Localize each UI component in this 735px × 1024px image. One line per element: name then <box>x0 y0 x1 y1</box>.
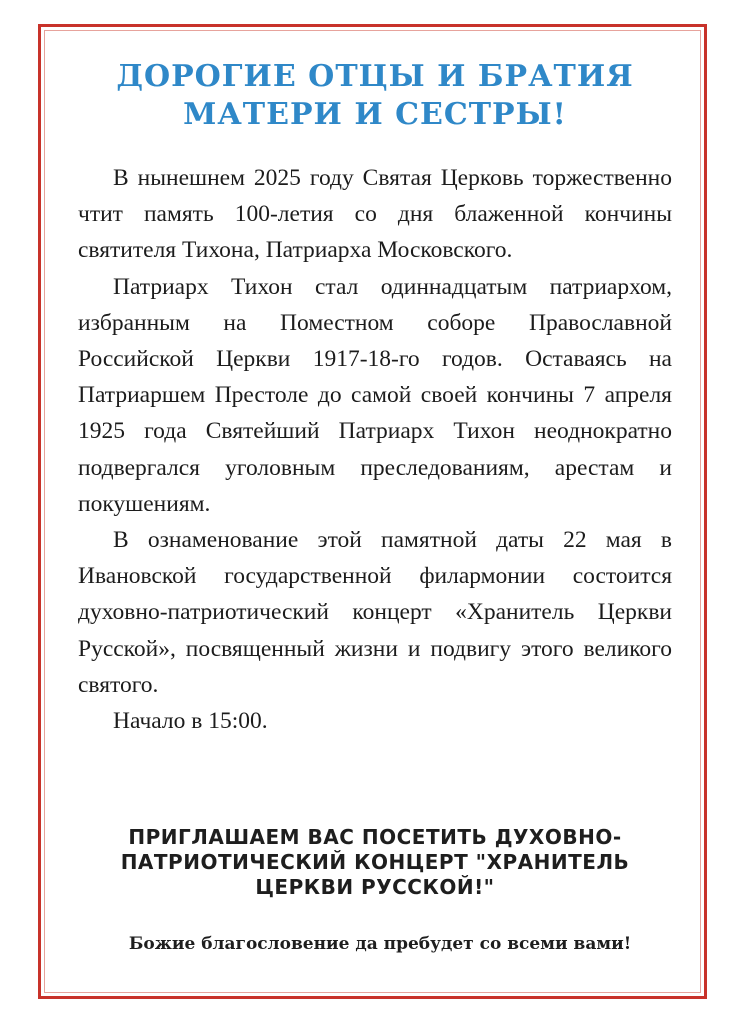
paragraph-concert-announcement: В ознаменование этой памятной даты 22 мая в Ивановской государственной филармонии состоится духовно-патриотический концерт «Хранитель Церкви Русской», посвященный жизни и подвигу этого великого святого. <box>78 527 672 698</box>
closing-blessing: Божие благословение да пребудет со всеми вами! <box>128 934 632 954</box>
concert-invitation: ПРИГЛАШАЕМ ВАС ПОСЕТИТЬ ДУХОВНО-ПАТРИОТИЧЕСКИЙ КОНЦЕРТ "ХРАНИТЕЛЬ ЦЕРКВИ РУССКОЙ!" <box>120 825 630 899</box>
paragraph-start-time: Начало в 15:00. <box>113 708 268 735</box>
greeting-heading-line-1: ДОРОГИЕ ОТЦЫ И БРАТИЯ <box>116 59 634 94</box>
greeting-heading-line-2: МАТЕРИ И СЕСТРЫ! <box>183 97 567 132</box>
paragraph-anniversary: В нынешнем 2025 году Святая Церковь торжественно чтит память 100-летия со дня блаженной кончины святителя Тихона, Патриарха Московского. <box>78 165 672 264</box>
paragraph-patriarch-biography: Патриарх Тихон стал одиннадцатым патриархом, избранным на Поместном соборе Православной Российской Церкви 1917-18-го годов. Оставаясь на Патриаршем Престоле до самой своей кончины 7 апреля 1925 года Святейший Патриарх Тихон неоднократно подвергался уголовным преследованиям, арестам и покушениям. <box>78 273 672 517</box>
greeting-heading <box>80 58 670 134</box>
letter-body <box>78 160 672 739</box>
